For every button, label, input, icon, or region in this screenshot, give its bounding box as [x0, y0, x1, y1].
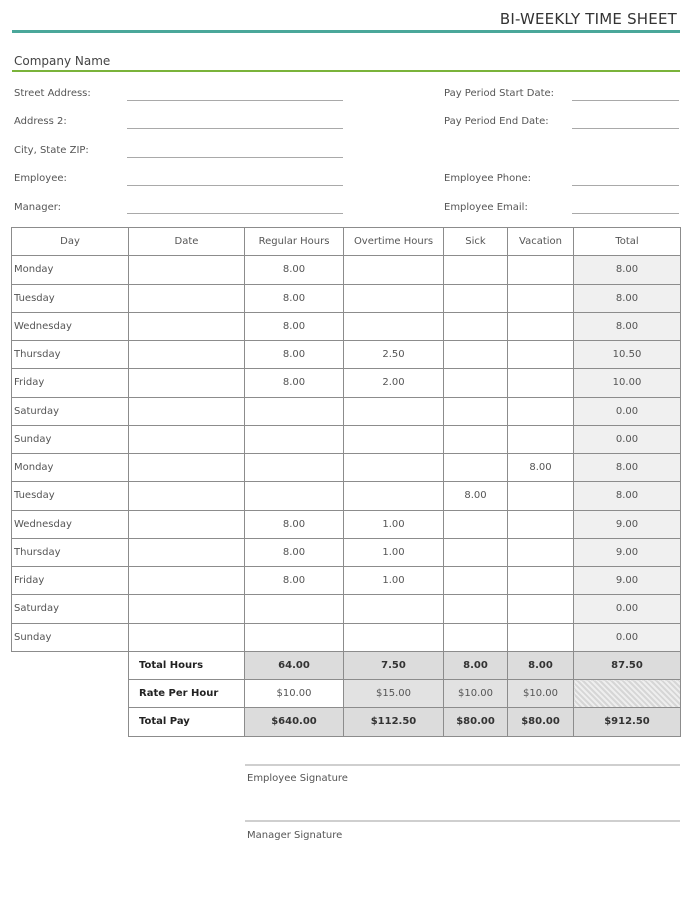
regular-hours-cell[interactable]: 8.00	[245, 510, 344, 538]
sick-hours-cell[interactable]	[444, 369, 508, 397]
vacation-hours-cell[interactable]	[508, 623, 574, 651]
table-row	[12, 425, 681, 453]
date-cell[interactable]	[129, 341, 245, 369]
day-cell: Thursday	[12, 538, 129, 566]
title-divider	[12, 30, 680, 33]
row-total-cell: 8.00	[574, 256, 681, 284]
row-total-cell: 10.00	[574, 369, 681, 397]
company-divider	[12, 70, 680, 72]
day-cell: Thursday	[12, 341, 129, 369]
date-cell[interactable]	[129, 454, 245, 482]
day-cell: Tuesday	[12, 482, 129, 510]
vacation-hours-cell[interactable]	[508, 369, 574, 397]
vacation-hours-cell[interactable]	[508, 482, 574, 510]
day-cell: Saturday	[12, 595, 129, 623]
table-row	[12, 284, 681, 312]
table-row	[12, 482, 681, 510]
total-vacation-hours: 8.00	[508, 651, 574, 679]
pay-period-start-label: Pay Period Start Date:	[444, 88, 555, 99]
table-row	[12, 623, 681, 651]
column-header-regular-hours: Regular Hours	[245, 228, 344, 256]
overtime-hours-cell[interactable]	[344, 425, 444, 453]
table-row	[12, 510, 681, 538]
table-row	[12, 256, 681, 284]
overtime-hours-cell[interactable]	[344, 623, 444, 651]
date-cell[interactable]	[129, 369, 245, 397]
overtime-hours-cell[interactable]: 1.00	[344, 538, 444, 566]
overtime-hours-cell[interactable]	[344, 397, 444, 425]
row-total-cell: 9.00	[574, 538, 681, 566]
vacation-hours-cell[interactable]	[508, 312, 574, 340]
day-cell: Monday	[12, 256, 129, 284]
row-total-cell: 9.00	[574, 567, 681, 595]
regular-hours-cell[interactable]	[245, 623, 344, 651]
sick-hours-cell[interactable]: 8.00	[444, 482, 508, 510]
vacation-hours-cell[interactable]	[508, 341, 574, 369]
company-name-field[interactable]: Company Name	[14, 54, 111, 68]
row-total-cell: 0.00	[574, 623, 681, 651]
sick-hours-cell[interactable]	[444, 595, 508, 623]
sick-hours-cell[interactable]	[444, 567, 508, 595]
regular-hours-cell[interactable]	[245, 454, 344, 482]
overtime-rate-cell[interactable]: $15.00	[344, 680, 444, 708]
table-row	[12, 595, 681, 623]
manager-signature-label: Manager Signature	[247, 830, 343, 841]
regular-hours-cell[interactable]	[245, 595, 344, 623]
vacation-hours-cell[interactable]	[508, 284, 574, 312]
manager-input[interactable]	[127, 213, 343, 214]
row-total-cell: 0.00	[574, 425, 681, 453]
sick-hours-cell[interactable]	[444, 312, 508, 340]
total-hours-row	[12, 651, 681, 679]
regular-hours-cell[interactable]: 8.00	[245, 538, 344, 566]
sick-hours-cell[interactable]	[444, 454, 508, 482]
employee-phone-label: Employee Phone:	[444, 173, 532, 184]
blank-cell	[12, 651, 129, 679]
employee-email-label: Employee Email:	[444, 202, 528, 213]
address2-label: Address 2:	[14, 116, 67, 127]
overtime-hours-cell[interactable]: 2.50	[344, 341, 444, 369]
row-total-cell: 0.00	[574, 397, 681, 425]
date-cell[interactable]	[129, 538, 245, 566]
regular-hours-cell[interactable]	[245, 397, 344, 425]
employee-signature-label: Employee Signature	[247, 773, 348, 784]
overtime-pay: $112.50	[344, 708, 444, 736]
vacation-hours-cell[interactable]	[508, 595, 574, 623]
table-row	[12, 454, 681, 482]
day-cell: Tuesday	[12, 284, 129, 312]
row-total-cell: 8.00	[574, 454, 681, 482]
manager-label: Manager:	[14, 202, 62, 213]
total-overtime-hours: 7.50	[344, 651, 444, 679]
vacation-hours-cell[interactable]	[508, 510, 574, 538]
table-row	[12, 397, 681, 425]
regular-hours-cell[interactable]: 8.00	[245, 369, 344, 397]
table-row	[12, 538, 681, 566]
day-cell: Friday	[12, 369, 129, 397]
regular-hours-cell[interactable]	[245, 425, 344, 453]
overtime-hours-cell[interactable]	[344, 284, 444, 312]
sick-hours-cell[interactable]	[444, 397, 508, 425]
vacation-hours-cell[interactable]	[508, 425, 574, 453]
date-cell[interactable]	[129, 595, 245, 623]
column-header-sick: Sick	[444, 228, 508, 256]
column-header-day: Day	[12, 228, 129, 256]
table-header-row	[12, 228, 681, 256]
total-pay-row	[12, 708, 681, 736]
rate-per-hour-label: Rate Per Hour	[129, 680, 245, 708]
table-row	[12, 312, 681, 340]
column-header-vacation: Vacation	[508, 228, 574, 256]
day-cell: Sunday	[12, 623, 129, 651]
column-header-date: Date	[129, 228, 245, 256]
city-state-zip-label: City, State ZIP:	[14, 145, 89, 156]
total-regular-hours: 64.00	[245, 651, 344, 679]
employee-email-input[interactable]	[572, 213, 679, 214]
day-cell: Wednesday	[12, 510, 129, 538]
sick-hours-cell[interactable]	[444, 425, 508, 453]
vacation-rate-cell[interactable]: $10.00	[508, 680, 574, 708]
sick-hours-cell[interactable]	[444, 538, 508, 566]
page-title: BI-WEEKLY TIME SHEET	[499, 10, 677, 28]
row-total-cell: 8.00	[574, 482, 681, 510]
date-cell[interactable]	[129, 284, 245, 312]
grand-total-pay: $912.50	[574, 708, 681, 736]
day-cell: Monday	[12, 454, 129, 482]
overtime-hours-cell[interactable]: 2.00	[344, 369, 444, 397]
rate-total-hatched-cell	[574, 680, 681, 708]
overtime-hours-cell[interactable]	[344, 454, 444, 482]
timesheet-table	[11, 227, 681, 737]
total-pay-label: Total Pay	[129, 708, 245, 736]
regular-hours-cell[interactable]: 8.00	[245, 256, 344, 284]
sick-hours-cell[interactable]	[444, 284, 508, 312]
table-row	[12, 341, 681, 369]
day-cell: Wednesday	[12, 312, 129, 340]
sick-hours-cell[interactable]	[444, 510, 508, 538]
vacation-hours-cell[interactable]	[508, 397, 574, 425]
blank-cell	[12, 680, 129, 708]
date-cell[interactable]	[129, 312, 245, 340]
manager-signature-line[interactable]	[245, 820, 680, 822]
overtime-hours-cell[interactable]	[344, 482, 444, 510]
date-cell[interactable]	[129, 397, 245, 425]
employee-input[interactable]	[127, 185, 343, 186]
overtime-hours-cell[interactable]	[344, 256, 444, 284]
blank-cell	[12, 708, 129, 736]
table-row	[12, 369, 681, 397]
day-cell: Sunday	[12, 425, 129, 453]
sick-hours-cell[interactable]	[444, 256, 508, 284]
sick-rate-cell[interactable]: $10.00	[444, 680, 508, 708]
overtime-hours-cell[interactable]	[344, 595, 444, 623]
regular-rate-cell[interactable]: $10.00	[245, 680, 344, 708]
regular-hours-cell[interactable]: 8.00	[245, 284, 344, 312]
pay-period-end-label: Pay Period End Date:	[444, 116, 549, 127]
table-row	[12, 567, 681, 595]
overtime-hours-cell[interactable]: 1.00	[344, 510, 444, 538]
day-cell: Friday	[12, 567, 129, 595]
vacation-hours-cell[interactable]: 8.00	[508, 454, 574, 482]
sick-hours-cell[interactable]	[444, 623, 508, 651]
employee-phone-input[interactable]	[572, 185, 679, 186]
overtime-hours-cell[interactable]: 1.00	[344, 567, 444, 595]
regular-pay: $640.00	[245, 708, 344, 736]
total-sick-hours: 8.00	[444, 651, 508, 679]
sick-pay: $80.00	[444, 708, 508, 736]
vacation-hours-cell[interactable]	[508, 538, 574, 566]
row-total-cell: 0.00	[574, 595, 681, 623]
employee-label: Employee:	[14, 173, 67, 184]
overtime-hours-cell[interactable]	[344, 312, 444, 340]
street-address-label: Street Address:	[14, 88, 91, 99]
street-address-input[interactable]	[127, 100, 343, 101]
grand-total-hours: 87.50	[574, 651, 681, 679]
row-total-cell: 8.00	[574, 312, 681, 340]
column-header-total: Total	[574, 228, 681, 256]
regular-hours-cell[interactable]: 8.00	[245, 567, 344, 595]
city-state-zip-input[interactable]	[127, 157, 343, 158]
regular-hours-cell[interactable]: 8.00	[245, 341, 344, 369]
date-cell[interactable]	[129, 567, 245, 595]
column-header-overtime-hours: Overtime Hours	[344, 228, 444, 256]
row-total-cell: 8.00	[574, 284, 681, 312]
address2-input[interactable]	[127, 128, 343, 129]
row-total-cell: 10.50	[574, 341, 681, 369]
pay-period-start-input[interactable]	[572, 100, 679, 101]
rate-per-hour-row	[12, 680, 681, 708]
date-cell[interactable]	[129, 510, 245, 538]
pay-period-end-input[interactable]	[572, 128, 679, 129]
vacation-hours-cell[interactable]	[508, 567, 574, 595]
day-cell: Saturday	[12, 397, 129, 425]
row-total-cell: 9.00	[574, 510, 681, 538]
vacation-hours-cell[interactable]	[508, 256, 574, 284]
regular-hours-cell[interactable]	[245, 482, 344, 510]
date-cell[interactable]	[129, 623, 245, 651]
total-hours-label: Total Hours	[129, 651, 245, 679]
date-cell[interactable]	[129, 482, 245, 510]
employee-signature-line[interactable]	[245, 764, 680, 766]
vacation-pay: $80.00	[508, 708, 574, 736]
regular-hours-cell[interactable]: 8.00	[245, 312, 344, 340]
date-cell[interactable]	[129, 425, 245, 453]
date-cell[interactable]	[129, 256, 245, 284]
sick-hours-cell[interactable]	[444, 341, 508, 369]
